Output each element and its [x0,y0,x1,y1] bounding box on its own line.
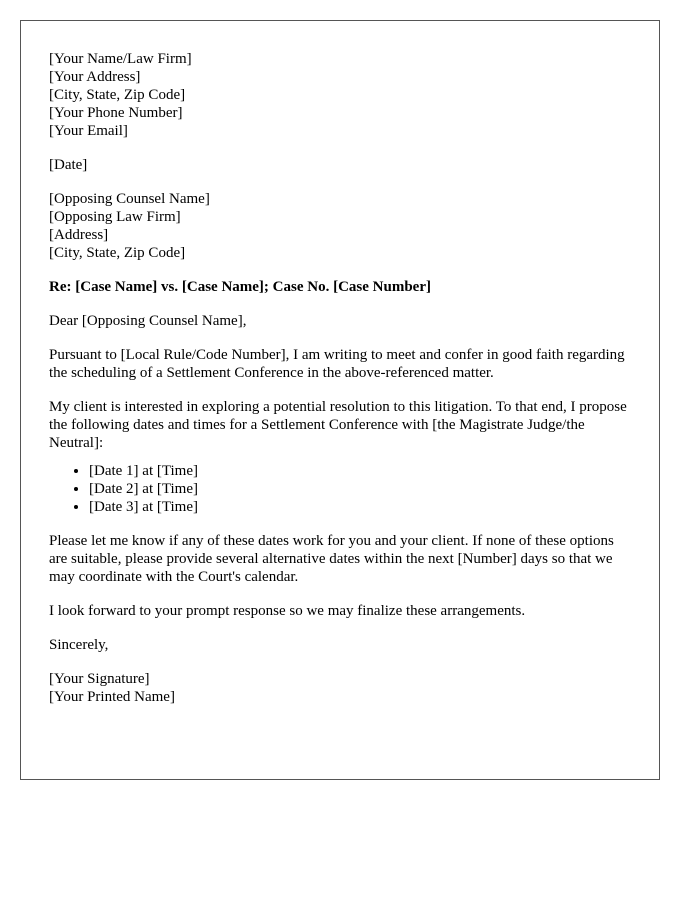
signature-block [49,670,631,706]
printed-name-line: [Your Printed Name] [49,689,175,705]
letter-page [20,20,660,780]
body-paragraph-4: I look forward to your prompt response so we may finalize these arrangements. [49,603,526,619]
sender-name: [Your Name/Law Firm] [49,51,192,67]
list-item: • [Date 2] at [Time] [89,480,631,498]
sign-off: Sincerely, [49,637,109,653]
sender-address-block [49,50,631,140]
proposed-dates-list [49,462,631,516]
subject-line: Re: [Case Name] vs. [Case Name]; Case No. [Case Number] [49,279,431,295]
recipient-name: [Opposing Counsel Name] [49,191,210,207]
sender-phone: [Your Phone Number] [49,105,183,121]
letter-date: [Date] [49,157,88,173]
list-item: • [Date 3] at [Time] [89,498,631,516]
recipient-address: [Address] [49,227,109,243]
recipient-city-state-zip: [City, State, Zip Code] [49,245,186,261]
list-item: • [Date 1] at [Time] [89,462,631,480]
signature-line: [Your Signature] [49,671,150,687]
sender-address: [Your Address] [49,69,141,85]
recipient-address-block [49,190,631,262]
body-paragraph-1: Pursuant to [Local Rule/Code Number], I am writing to meet and confer in good faith regarding the scheduling of a Settlement Conference in the above-referenced matter. [49,347,625,381]
salutation: Dear [Opposing Counsel Name], [49,313,247,329]
sender-city-state-zip: [City, State, Zip Code] [49,87,186,103]
sender-email: [Your Email] [49,123,128,139]
body-paragraph-3: Please let me know if any of these dates work for you and your client. If none of these options are suitable, please provide several alternative dates within the next [Number] days so that we may coordinate with the Court's calendar. [49,533,614,585]
recipient-firm: [Opposing Law Firm] [49,209,181,225]
body-paragraph-2: My client is interested in exploring a potential resolution to this litigation. To that end, I propose the following dates and times for a Settlement Conference with [the Magistrate Judge/the Neutral]: [49,399,627,451]
